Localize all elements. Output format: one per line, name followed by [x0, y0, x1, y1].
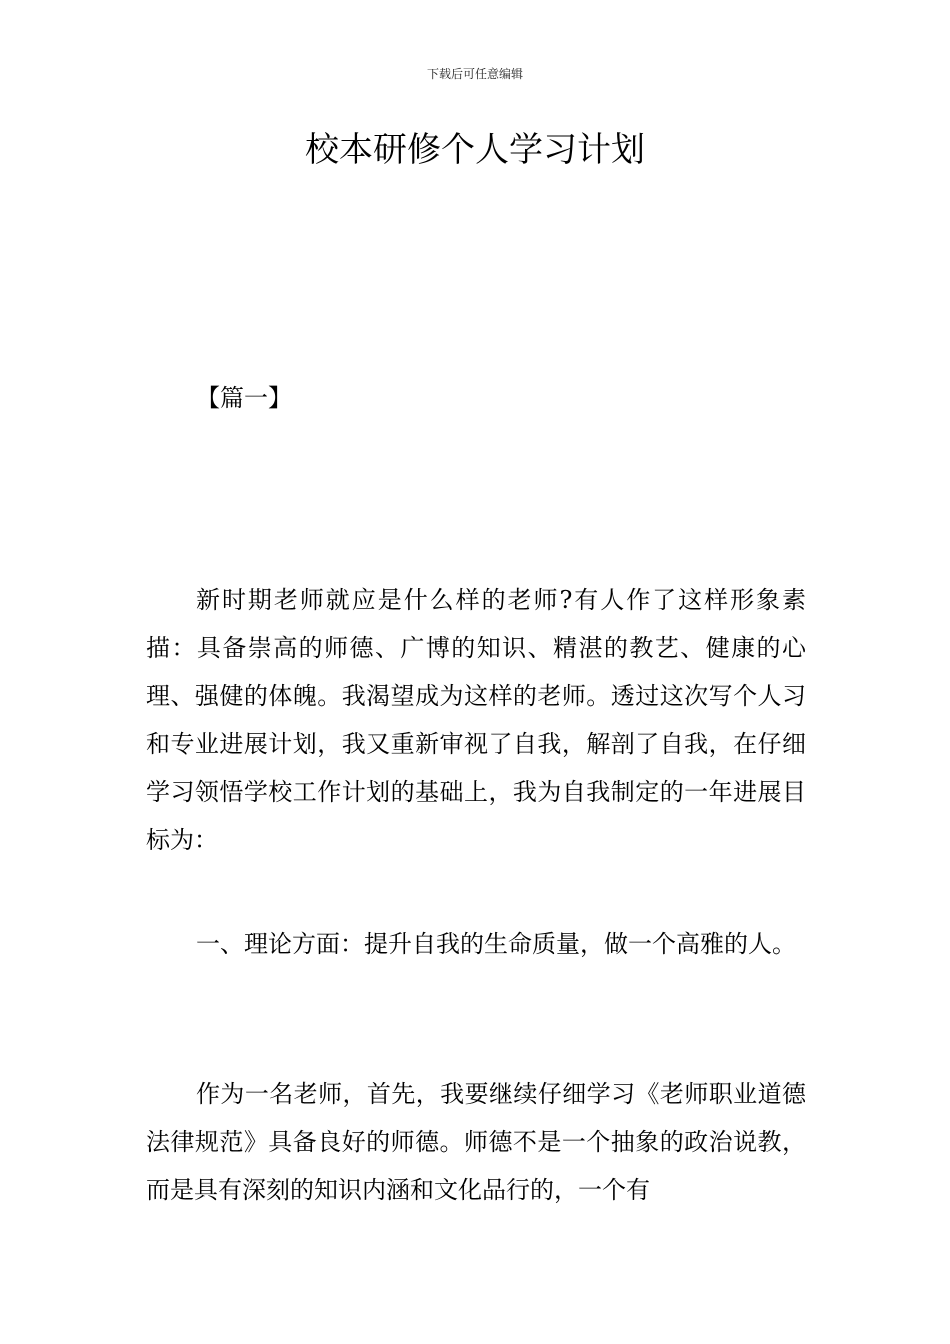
document-title: 校本研修个人学习计划 — [305, 130, 645, 170]
section-label: 【篇一】 — [196, 384, 292, 412]
paragraph-theory-heading: 一、理论方面：提升自我的生命质量，做一个高雅的人。 — [196, 930, 796, 958]
paragraph-ethics: 作为一名老师，首先，我要继续仔细学习《老师职业道德法律规范》具备良好的师德。师德不是一个抽象的政治说教，而是具有深刻的知识内涵和文化品行的，一个有 — [146, 1080, 806, 1204]
header-note: 下载后可任意编辑 — [426, 67, 523, 81]
paragraph-intro: 新时期老师就应是什么样的老师?有人作了这样形象素描：具备崇高的师德、广博的知识、精湛的教艺、健康的心理、强健的体魄。我渴望成为这样的老师。透过这次写个人习和专业进展计划，我又重新审视了自我，解剖了自我，在仔细学习领悟学校工作计划的基础上，我为自我制定的一年进展目标为： — [146, 586, 806, 854]
